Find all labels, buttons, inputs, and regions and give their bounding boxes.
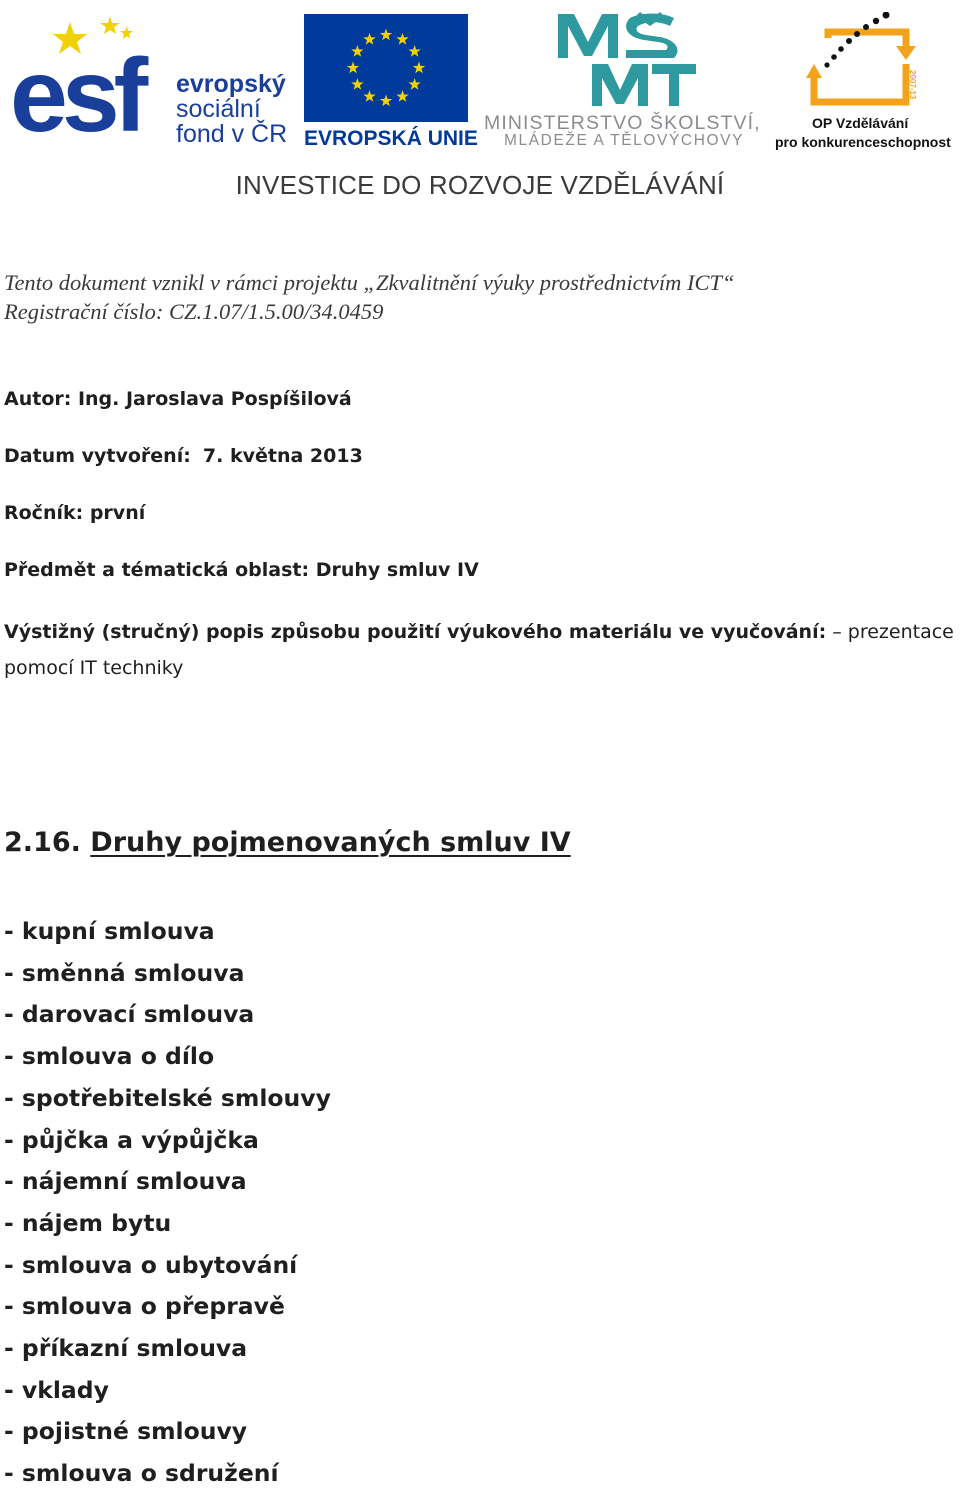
- op-line-2: pro konkurenceschopnost: [775, 134, 951, 150]
- esf-logo: [10, 14, 295, 154]
- eu-star-icon: [347, 62, 359, 74]
- eu-star-icon: [396, 33, 408, 45]
- eu-star-icon: [413, 62, 425, 74]
- msmt-mark-icon: [552, 12, 697, 113]
- list-item: - nájem bytu: [4, 1208, 172, 1237]
- grade-text: Ročník: první: [4, 502, 146, 524]
- project-line-1: Tento dokument vznikl v rámci projektu „Zkvalitnění výuky prostřednictvím ICT“: [4, 270, 735, 295]
- subject-text: Předmět a tématická oblast: Druhy smluv IV: [4, 559, 479, 581]
- logo-header: [0, 0, 960, 210]
- eu-star-icon: [380, 29, 392, 41]
- svg-text:2007-13: 2007-13: [908, 70, 917, 100]
- grade: [4, 501, 145, 525]
- subject: [4, 558, 479, 582]
- list-item: - darovací smlouva: [4, 1000, 255, 1029]
- list-item: - pojistné smlouvy: [4, 1417, 248, 1446]
- list-item: - vklady: [4, 1375, 109, 1404]
- creation-date: [4, 444, 363, 468]
- op-line-1: OP Vzdělávání: [812, 115, 909, 131]
- eu-star-icon: [351, 45, 363, 57]
- author-text: Autor: Ing. Jaroslava Pospíšilová: [4, 388, 352, 410]
- eu-star-icon: [408, 45, 420, 57]
- author: [4, 387, 352, 411]
- esf-text: [176, 72, 287, 147]
- eu-star-icon: [380, 95, 392, 107]
- list-item: - spotřebitelské smlouvy: [4, 1083, 331, 1112]
- msmt-line-2: MLÁDEŽE A TĚLOVÝCHOVY: [504, 132, 745, 149]
- section-number: 2.16.: [4, 827, 81, 858]
- list-item: - smlouva o ubytování: [4, 1250, 298, 1279]
- list-item: - smlouva o sdružení: [4, 1459, 279, 1488]
- eu-star-icon: [363, 90, 375, 102]
- msmt-logo: [480, 12, 765, 152]
- list-item: - půjčka a výpůjčka: [4, 1125, 259, 1154]
- list-item: - kupní smlouva: [4, 917, 215, 945]
- list-item: - smlouva o přepravě: [4, 1292, 285, 1321]
- section-title: Druhy pojmenovaných smluv IV: [90, 827, 571, 858]
- eu-flag-icon: [304, 14, 468, 122]
- usage-description: [4, 614, 954, 686]
- eu-star-icon: [351, 78, 363, 90]
- op-logo: [772, 12, 957, 152]
- list-item: - smlouva o dílo: [4, 1042, 215, 1071]
- project-info: [4, 268, 735, 326]
- list-item: - příkazní smlouva: [4, 1334, 248, 1363]
- date-value: 7. května 2013: [202, 445, 363, 467]
- contract-list: [4, 911, 331, 1495]
- registration-number: Registrační číslo: CZ.1.07/1.5.00/34.0459: [4, 299, 384, 324]
- eu-star-icon: [363, 33, 375, 45]
- section-heading: [4, 824, 571, 862]
- esf-line-3: fond v ČR: [176, 120, 288, 148]
- eu-logo: [304, 14, 478, 154]
- esf-line-2: sociální: [176, 95, 261, 123]
- esf-letters: esf: [10, 38, 143, 154]
- esf-line-1: evropský: [176, 70, 286, 98]
- usage-label: Výstižný (stručný) popis způsobu použití výukového materiálu ve vyučování:: [4, 621, 827, 643]
- list-item: - směnná smlouva: [4, 958, 245, 987]
- list-item: - nájemní smlouva: [4, 1167, 247, 1196]
- eu-star-icon: [408, 78, 420, 90]
- usage-value: – prezentace pomocí IT techniky: [4, 621, 954, 679]
- investice-banner: INVESTICE DO ROZVOJE VZDĚLÁVÁNÍ: [235, 170, 725, 200]
- msmt-line-1: MINISTERSTVO ŠKOLSTVÍ,: [484, 112, 761, 134]
- eu-star-icon: [396, 90, 408, 102]
- date-label: Datum vytvoření:: [4, 445, 191, 467]
- eu-label: EVROPSKÁ UNIE: [304, 127, 478, 150]
- op-mark-icon: [806, 12, 926, 117]
